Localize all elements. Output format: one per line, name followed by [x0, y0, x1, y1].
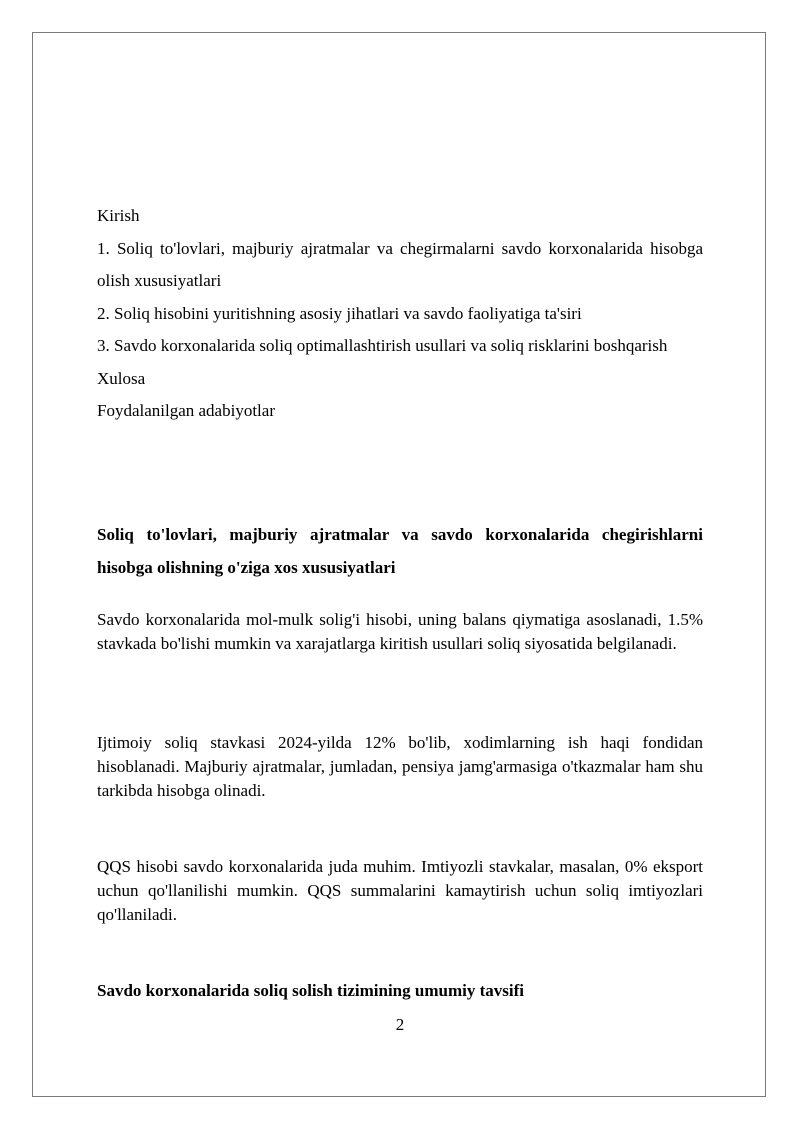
toc-item-chapter-2: 2. Soliq hisobini yuritishning asosiy jihatlari va savdo faoliyatiga ta'siri: [97, 303, 582, 323]
section-heading: Soliq to'lovlari, majburiy ajratmalar va savdo korxonalarida chegirishlarni hisobga olishning o'ziga xos xususiyatlari: [97, 525, 703, 577]
toc-item-chapter-1: 1. Soliq to'lovlari, majburiy ajratmalar va chegirmalarni savdo korxonalarida hisobga olish xususiyatlari: [97, 238, 703, 290]
subsection-heading: Savdo korxonalarida soliq solish tizimining umumiy tavsifi: [97, 981, 524, 1000]
toc-item-chapter-3: 3. Savdo korxonalarida soliq optimallashtirish usullari va soliq risklarini boshqarish: [97, 336, 668, 355]
toc-item-introduction: Kirish: [97, 206, 140, 225]
toc-item-conclusion: Xulosa: [97, 368, 146, 388]
page-number: 2: [395, 1015, 405, 1034]
paragraph-property-tax: Savdo korxonalarida mol-mulk solig'i hisobi, uning balans qiymatiga asoslanadi, 1.5% stavkada bo'lishi mumkin va xarajatlarga kiritish usullari soliq siyosatida belgilanadi.: [97, 610, 703, 653]
paragraph-vat: QQS hisobi savdo korxonalarida juda muhim. Imtiyozli stavkalar, masalan, 0% eksport uchun qo'llanilishi mumkin. QQS summalarini kamaytirish uchun soliq imtiyozlari qo'llaniladi.: [97, 857, 703, 924]
paragraph-social-tax: Ijtimoiy soliq stavkasi 2024-yilda 12% bo'lib, xodimlarning ish haqi fondidan hisoblanadi. Majburiy ajratmalar, jumladan, pensiya jamg'armasiga o'tkazmalar ham shu tarkibda hisobga olinadi.: [97, 733, 703, 800]
toc-item-references: Foydalanilgan adabiyotlar: [97, 401, 275, 420]
table-of-contents: [97, 200, 703, 428]
